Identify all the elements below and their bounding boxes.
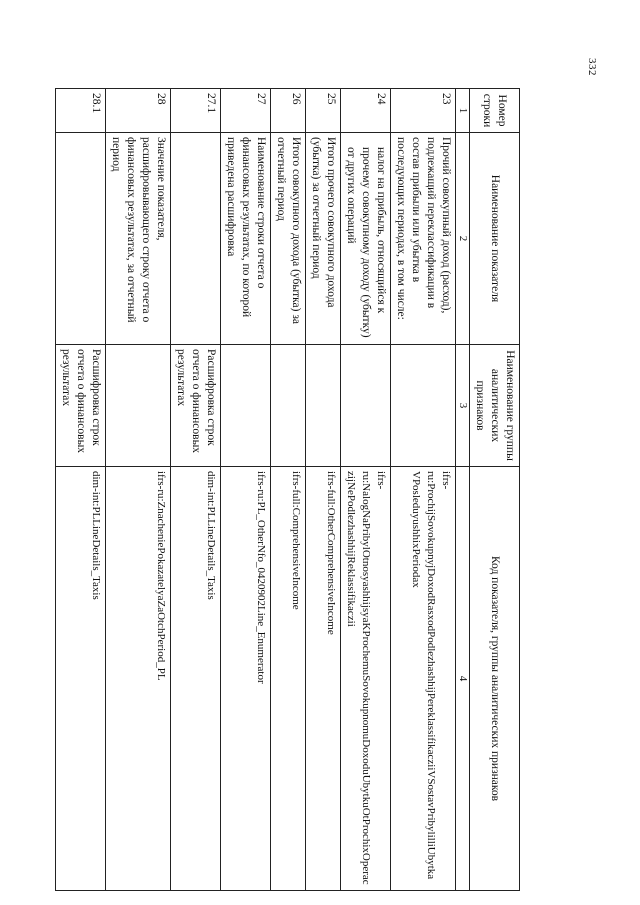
row-number: 23 [391,89,456,133]
indicator-name: Наименование строки отчета о финансовых результатах, по которой приведена расшифровка [221,133,271,345]
table-row [306,89,341,891]
table-row [341,89,391,891]
rotated-table-sheet [58,88,520,890]
group-name [306,345,341,467]
group-name [391,345,456,467]
indicator-code: dim-int:PLLineDetails_Taxis [56,467,106,891]
indicator-name: налог на прибыль, относящийся к прочему совокупному доходу (убытку) от других операций [341,133,391,345]
table-row [271,89,306,891]
row-number: 28.1 [56,89,106,133]
group-name [221,345,271,467]
indicator-name [171,133,221,345]
page-number: 332 [586,58,598,76]
table-row [171,89,221,891]
row-number: 25 [306,89,341,133]
header-row-number: Номер строки [470,89,520,133]
table-row [56,89,106,891]
column-number: 3 [456,345,470,467]
column-number-row [456,89,470,891]
indicator-name [56,133,106,345]
group-name [106,345,171,467]
header-code: Код показателя, группы аналитических признаков [470,467,520,891]
group-name [271,345,306,467]
table-row [221,89,271,891]
header-indicator-name: Наименование показателя [470,133,520,345]
column-number: 4 [456,467,470,891]
row-number: 24 [341,89,391,133]
header-group-name: Наименование группы аналитических признаков [470,345,520,467]
indicator-code: ifrs-ru:ProchijSovokupnyjDoxodRasxodPodlezhashhijPereklassifikacziiVSostavPribylilliUbytkaVPosleduyushhixPeriodax [391,467,456,891]
row-number: 27.1 [171,89,221,133]
indicator-table [55,88,520,891]
column-number: 2 [456,133,470,345]
indicator-name: Итого совокупного дохода (убытка) за отчетный период [271,133,306,345]
indicator-code: dim-int:PLLineDetails_Taxis [171,467,221,891]
indicator-name: Итого прочего совокупного дохода (убытка) за отчетный период [306,133,341,345]
table-row [391,89,456,891]
row-number: 27 [221,89,271,133]
indicator-code: ifrs-ru:PL_OtherNfo_0420902Line_Enumerator [221,467,271,891]
indicator-code: ifrs-ru:NalogNaPribylOtnosyashhijsyaKProchemuSovokupnomuDoxoduUbytkuOtProchixOperaczijNePodlezhashhijReklassifikaczii [341,467,391,891]
indicator-code: ifrs-full:OtherComprehensiveIncome [306,467,341,891]
indicator-code: ifrs-full:ComprehensiveIncome [271,467,306,891]
row-number: 28 [106,89,171,133]
indicator-code: ifrs-ru:ZnacheniePokazatelyaZaOtchPeriod_PL [106,467,171,891]
group-name: Расшифровка строк отчета о финансовых результатах [56,345,106,467]
indicator-name: Прочий совокупный доход (расход), подлежащий переклассификации в состав прибыли или убытка в последующих периодах, в том числе: [391,133,456,345]
table-row [106,89,171,891]
row-number: 26 [271,89,306,133]
group-name: Расшифровка строк отчета о финансовых результатах [171,345,221,467]
column-number: 1 [456,89,470,133]
indicator-name: Значение показателя, расшифровывающего строку отчета о финансовых результатах, за отчетный период [106,133,171,345]
header-row [470,89,520,891]
group-name [341,345,391,467]
